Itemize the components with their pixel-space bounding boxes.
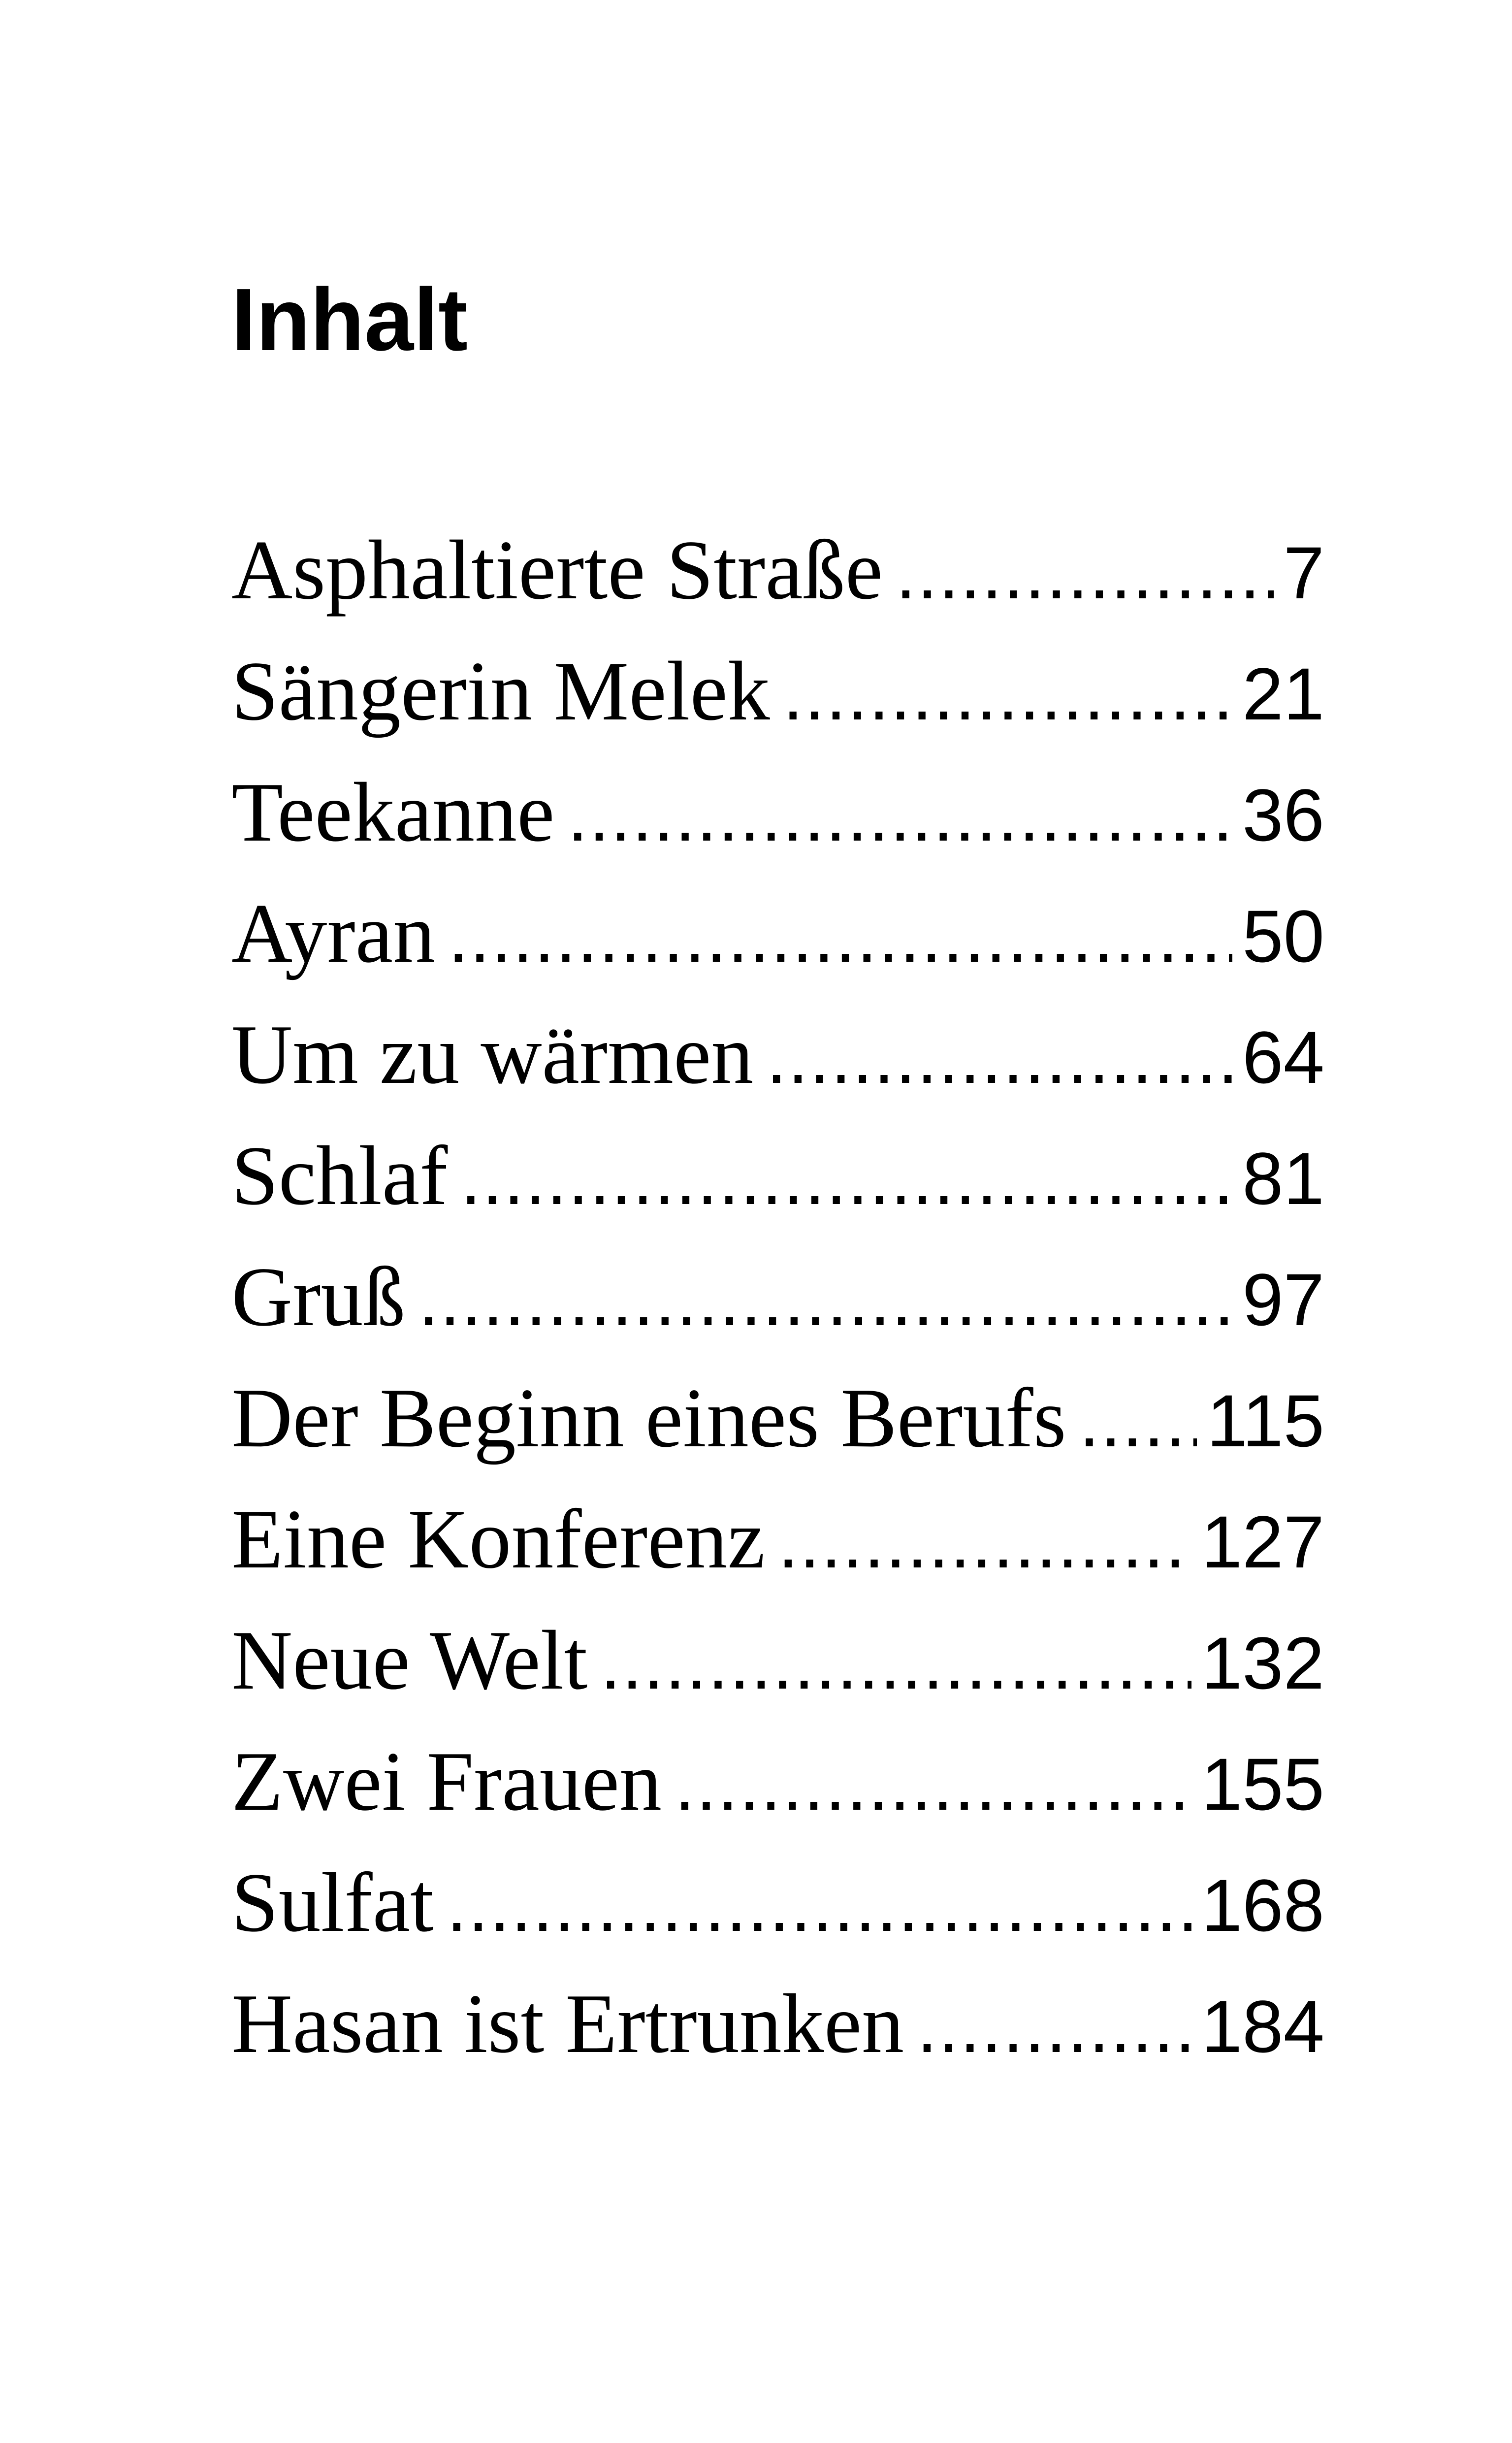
- toc-entry-page-number: 184: [1201, 1985, 1324, 2068]
- toc-entry-title: Asphaltierte Straße: [231, 523, 883, 617]
- dot-leader: [448, 876, 1232, 994]
- dot-leader: [917, 1966, 1191, 2085]
- toc-entry-title: Um zu wärmen: [231, 1008, 754, 1102]
- toc-entry-title: Zwei Frauen: [231, 1735, 662, 1828]
- table-of-contents: [231, 510, 1324, 2085]
- dot-leader: [778, 1481, 1191, 1600]
- page-title: Inhalt: [231, 270, 468, 369]
- toc-entry-title: Schlaf: [231, 1129, 448, 1223]
- dot-leader: [418, 1239, 1233, 1358]
- dot-leader: [783, 633, 1232, 752]
- toc-entry-page-number: 7: [1283, 531, 1324, 614]
- toc-entry: [231, 752, 1324, 873]
- toc-entry-page-number: 64: [1242, 1016, 1324, 1099]
- toc-entry-page-number: 81: [1242, 1137, 1324, 1220]
- dot-leader: [460, 1118, 1232, 1237]
- dot-leader: [675, 1724, 1191, 1842]
- toc-entry-page-number: 50: [1242, 895, 1324, 977]
- dot-leader: [447, 1845, 1191, 1963]
- toc-entry: [231, 994, 1324, 1115]
- toc-entry-title: Sulfat: [231, 1856, 434, 1950]
- dot-leader: [896, 512, 1274, 631]
- toc-entry: [231, 631, 1324, 752]
- dot-leader: [766, 997, 1232, 1115]
- toc-entry-title: Neue Welt: [231, 1614, 588, 1707]
- toc-entry-page-number: 97: [1242, 1258, 1324, 1341]
- toc-entry: [231, 1842, 1324, 1963]
- toc-entry-page-number: 21: [1242, 652, 1324, 735]
- toc-entry-title: Ayran: [231, 887, 436, 980]
- toc-entry: [231, 1479, 1324, 1600]
- toc-entry: [231, 1237, 1324, 1358]
- toc-entry: [231, 1963, 1324, 2085]
- toc-entry-page-number: 155: [1201, 1743, 1324, 1825]
- toc-entry-title: Hasan ist Ertrunken: [231, 1977, 904, 2071]
- toc-entry: [231, 1600, 1324, 1721]
- toc-entry: [231, 1721, 1324, 1842]
- toc-entry: [231, 1358, 1324, 1479]
- toc-entry-title: Sängerin Melek: [231, 645, 770, 738]
- toc-entry: [231, 873, 1324, 994]
- toc-entry-page-number: 36: [1242, 774, 1324, 856]
- toc-entry-page-number: 127: [1201, 1500, 1324, 1583]
- toc-entry-title: Gruß: [231, 1250, 406, 1344]
- dot-leader: [600, 1602, 1191, 1721]
- dot-leader: [1079, 1360, 1197, 1479]
- toc-entry: [231, 510, 1324, 631]
- dot-leader: [567, 754, 1232, 873]
- toc-entry-page-number: 168: [1201, 1864, 1324, 1947]
- toc-entry-title: Teekanne: [231, 766, 555, 859]
- toc-entry-title: Eine Konferenz: [231, 1493, 765, 1586]
- toc-entry: [231, 1115, 1324, 1237]
- toc-entry-page-number: 132: [1201, 1622, 1324, 1704]
- toc-entry-title: Der Beginn eines Berufs: [231, 1371, 1066, 1465]
- toc-entry-page-number: 115: [1206, 1379, 1324, 1462]
